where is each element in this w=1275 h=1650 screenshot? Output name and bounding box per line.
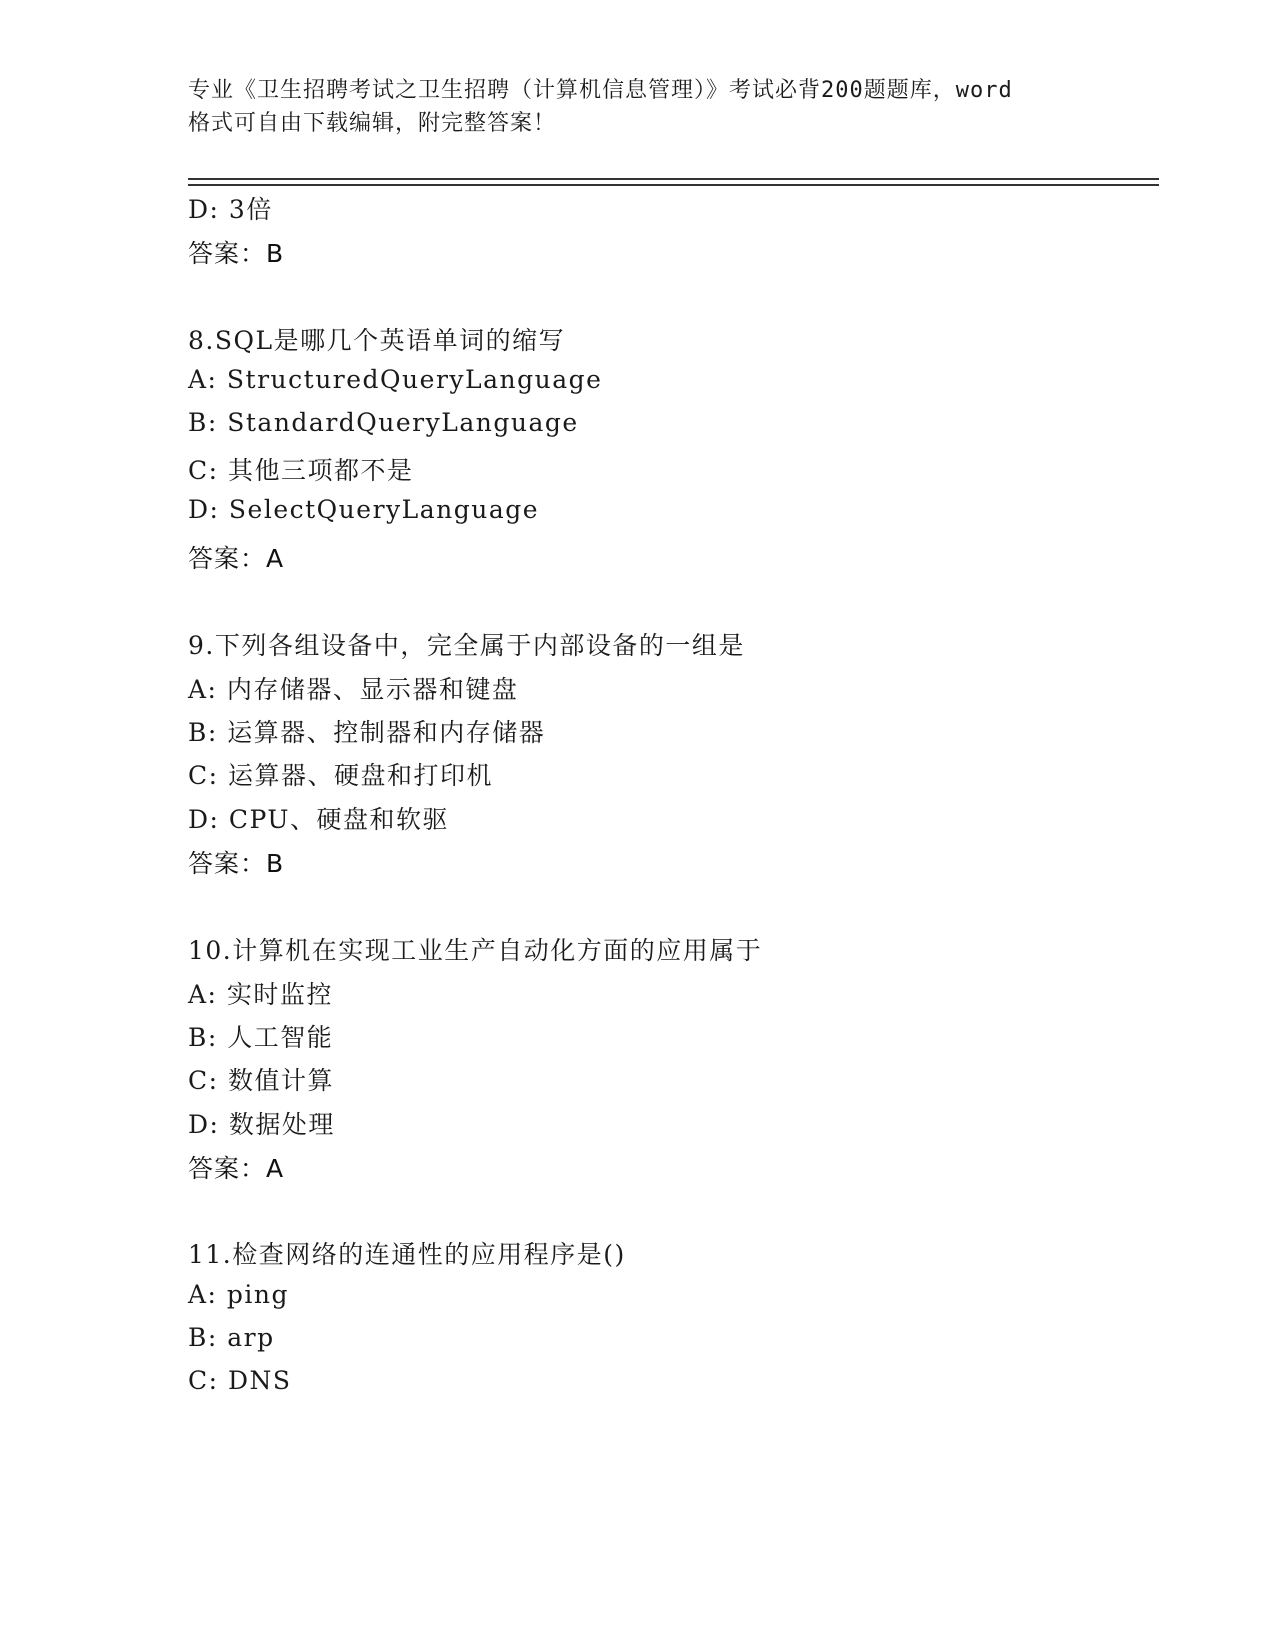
question-8-option-d: D: SelectQueryLanguage	[188, 495, 540, 524]
question-8-option-b: B: StandardQueryLanguage	[188, 408, 579, 437]
question-9-stem: 9.下列各组设备中，完全属于内部设备的一组是	[188, 631, 745, 660]
question-8-stem: 8.SQL是哪几个英语单词的缩写	[188, 326, 566, 355]
question-9-option-c: C: 运算器、硬盘和打印机	[188, 761, 493, 790]
question-10-option-b: B: 人工智能	[188, 1023, 334, 1052]
question-9-option-d: D: CPU、硬盘和软驱	[188, 805, 449, 834]
question-10-option-a: A: 实时监控	[188, 980, 333, 1009]
question-8-option-c: C: 其他三项都不是	[188, 456, 414, 485]
question-11-option-b: B: arp	[188, 1323, 275, 1352]
question-11-option-a: A: ping	[188, 1280, 290, 1309]
question-11-stem: 11.检查网络的连通性的应用程序是()	[188, 1240, 626, 1269]
prev-option-d: D: 3倍	[188, 195, 273, 224]
prev-answer: 答案：B	[188, 239, 285, 268]
question-9-option-b: B: 运算器、控制器和内存储器	[188, 718, 546, 747]
question-8-answer: 答案：A	[188, 544, 285, 573]
question-10-answer: 答案：A	[188, 1154, 285, 1183]
question-10-option-d: D: 数据处理	[188, 1110, 335, 1139]
header-line-2: 格式可自由下载编辑，附完整答案！	[188, 111, 557, 136]
document-header	[188, 74, 1088, 140]
question-9-option-a: A: 内存储器、显示器和键盘	[188, 675, 519, 704]
question-8-option-a: A: StructuredQueryLanguage	[188, 365, 603, 394]
question-11-option-c: C: DNS	[188, 1366, 292, 1395]
header-rule-bottom	[188, 184, 1159, 186]
header-line-1: 专业《卫生招聘考试之卫生招聘（计算机信息管理）》考试必背200题题库，word	[188, 78, 1013, 103]
question-9-answer: 答案：B	[188, 849, 285, 878]
header-rule-top	[188, 178, 1159, 180]
question-10-option-c: C: 数值计算	[188, 1066, 334, 1095]
question-10-stem: 10.计算机在实现工业生产自动化方面的应用属于	[188, 936, 763, 965]
